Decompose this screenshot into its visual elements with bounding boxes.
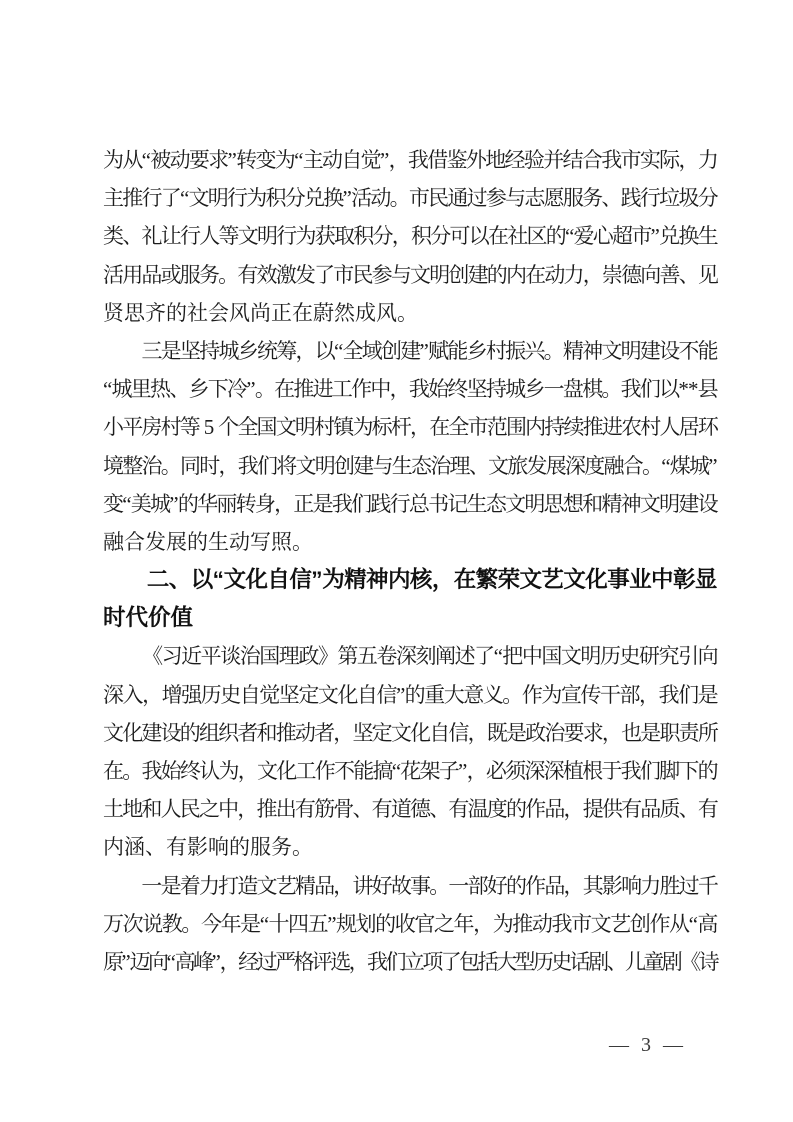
text-line: 二 、 以 “ 文 化 自 信 ” 为 精 神 内 核 ， 在 繁 荣 文 艺 文 化 事 业 中 彰 显 [146,567,718,593]
text-line: 贤 思 齐 的 社 会 风 尚 正 在 蔚 然 成 风 。 [103,300,418,325]
text-line: 万 次 说 教 。 今 年 是 “ 十 四 五 ” 规 划 的 收 官 之 年 ， 为 推 动 我 市 文 艺 创 作 从 “ 高 [103,911,719,936]
text-line: 融 合 发 展 的 生 动 写 照 。 [103,529,313,554]
text-line: 《 习 近 平 谈 治 国 理 政 》 第 五 卷 深 刻 阐 述 了 “ 把 中 国 文 明 历 史 研 究 引 向 [142,644,719,669]
text-line: 活 用 品 或 服 务 。 有 效 激 发 了 市 民 参 与 文 明 创 建 的 内 在 动 力 ， 崇 德 向 善 、 见 [103,262,719,287]
text-line: 类 、 礼 让 行 人 等 文 明 行 为 获 取 积 分 ， 积 分 可 以 在 社 区 的 “ 爱 心 超 市 ” 兑 换 生 [103,224,719,249]
page-number: — 3 — [609,1034,683,1056]
text-line: “ 城 里 热 、 乡 下 冷 ” 。 在 推 进 工 作 中 ， 我 始 终 坚 持 城 乡 一 盘 棋 。 我 们 以 * * 县 [103,377,719,402]
text-line: 深 入 ， 增 强 历 史 自 觉 坚 定 文 化 自 信 ” 的 重 大 意 义 。 作 为 宣 传 干 部 ， 我 们 是 [103,682,719,707]
text-line: 内 涵 、 有 影 响 的 服 务 。 [103,835,313,860]
text-line: 时 代 价 值 [103,605,194,631]
paragraph-rural-civilization [103,332,717,561]
text-line: 一 是 着 力 打 造 文 艺 精 品 ， 讲 好 故 事 。 一 部 好 的 作 品 ， 其 影 响 力 胜 过 千 [141,873,719,898]
text-line: 三 是 坚 持 城 乡 统 筹 ， 以 “ 全 域 创 建 ” 赋 能 乡 村 振 兴 。 精 神 文 明 建 设 不 能 [141,338,719,363]
text-line: 原 ” 迈 向 “ 高 峰 ” ， 经 过 严 格 评 选 ， 我 们 立 项 了 包 括 大 型 历 史 话 剧 、 儿 童 剧 《 诗 [103,949,720,974]
text-line: 为 从 “ 被 动 要 求 ” 转 变 为 “ 主 动 自 觉 ” ， 我 借 鉴 外 地 经 验 并 结 合 我 市 实 际 ， 力 [103,148,719,172]
text-line: 主 推 行 了 “ 文 明 行 为 积 分 兑 换 ” 活 动 。 市 民 通 过 参 与 志 愿 服 务 、 践 行 垃 圾 分 [103,186,719,211]
paragraph-fine-arts [103,867,720,982]
text-line: 在 。 我 始 终 认 为 ， 文 化 工 作 不 能 搞 “ 花 架 子 ” ， 必 须 深 深 植 根 于 我 们 脚 下 的 [103,759,719,783]
text-line: 土 地 和 人 民 之 中 ， 推 出 有 筋 骨 、 有 道 德 、 有 温 度 的 作 品 ， 提 供 有 品 质 、 有 [103,797,719,822]
text-line: 变 “ 美 城 ” 的 华 丽 转 身 ， 正 是 我 们 践 行 总 书 记 生 态 文 明 思 想 和 精 神 文 明 建 设 [103,491,719,516]
paragraph-cultural-confidence [103,637,717,866]
text-line: 文 化 建 设 的 组 织 者 和 推 动 者 ， 坚 定 文 化 自 信 ， 既 是 政 治 要 求 ， 也 是 职 责 所 [103,720,719,745]
text-line: 境 整 治 。 同 时 ， 我 们 将 文 明 创 建 与 生 态 治 理 、 文 旅 发 展 深 度 融 合 。 “ 煤 城 ” [103,453,718,478]
document-body [103,141,720,981]
text-line: 小 平 房 村 等 5 个 全 国 文 明 村 镇 为 标 杆 ， 在 全 市 范 围 内 持 续 推 进 农 村 人 居 环 [103,415,719,440]
section-heading-2 [103,561,717,637]
paragraph-continuation [103,141,717,332]
